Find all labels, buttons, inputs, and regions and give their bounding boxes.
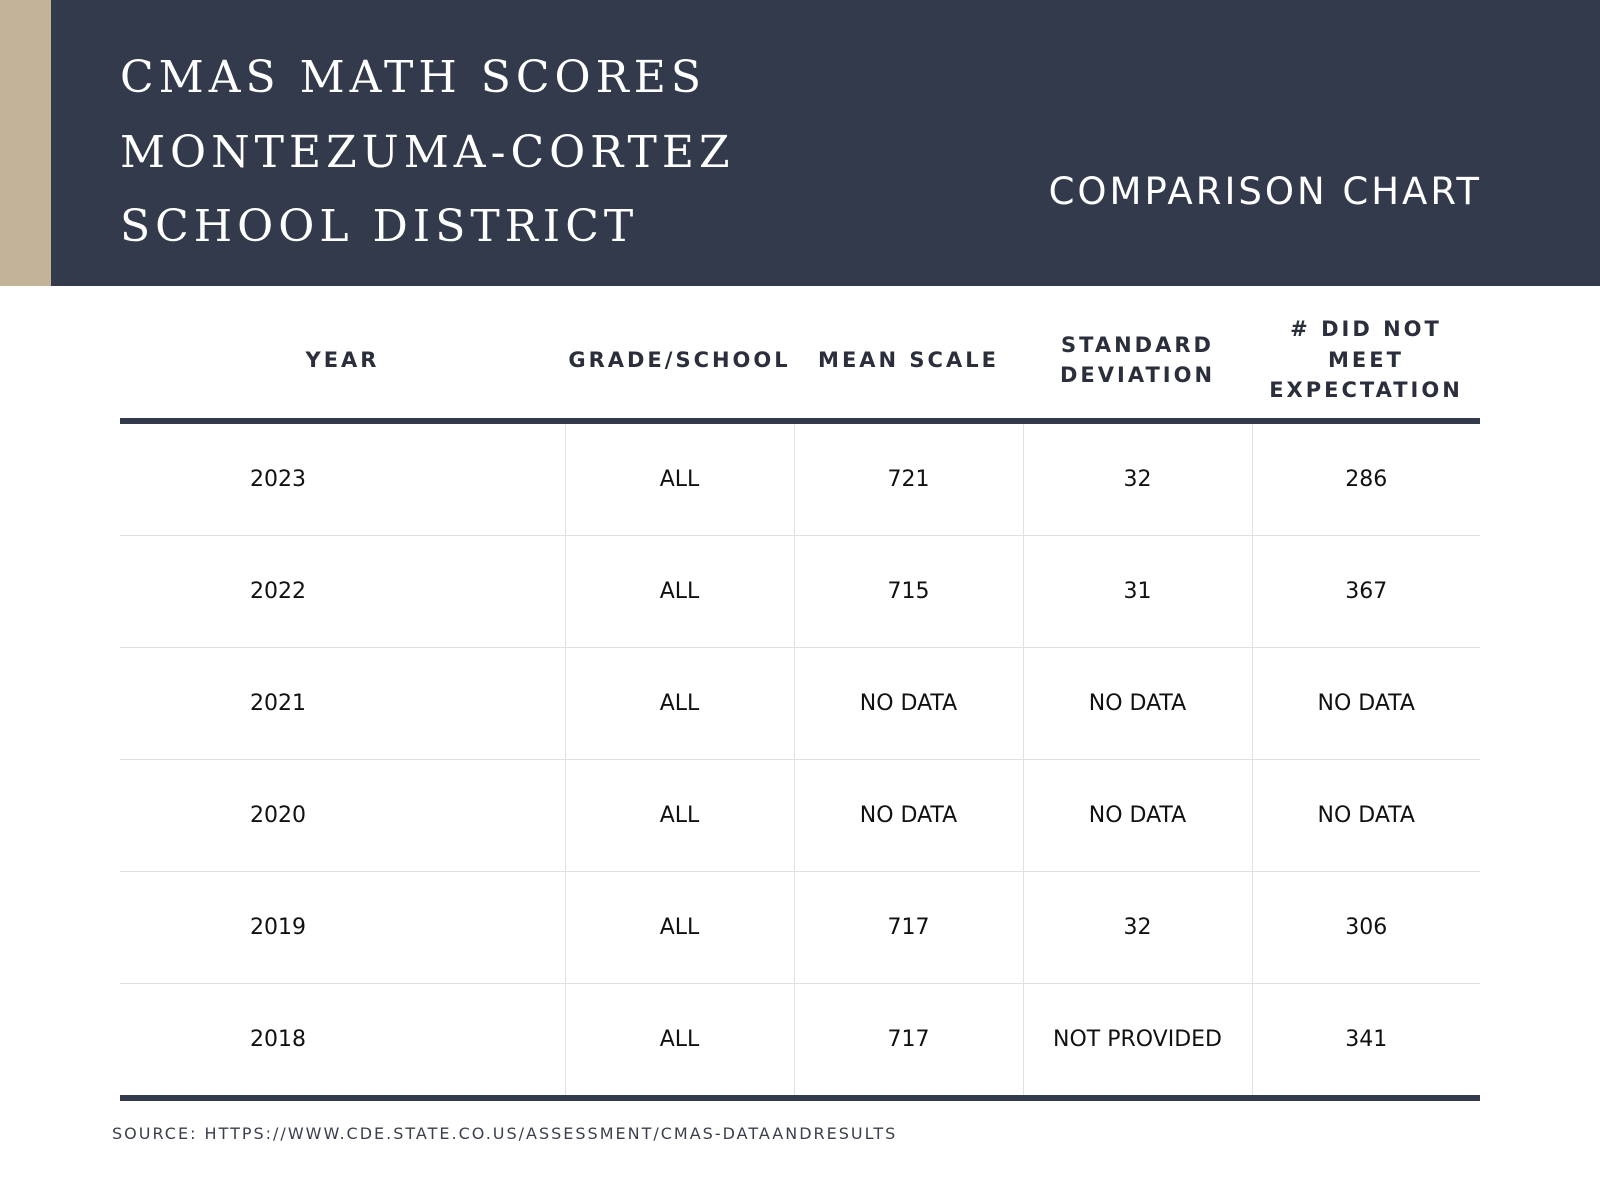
- title-line-2: MONTEZUMA-CORTEZ: [120, 127, 735, 178]
- cell-mean-scale: 715: [794, 536, 1023, 648]
- cell-mean-scale: 721: [794, 421, 1023, 536]
- cell-did-not-meet: 341: [1252, 984, 1480, 1099]
- cell-mean-scale: NO DATA: [794, 648, 1023, 760]
- table-row: [120, 536, 1480, 648]
- accent-bar: [0, 0, 51, 286]
- table-row: [120, 872, 1480, 984]
- title-line-3: SCHOOL DISTRICT: [120, 201, 639, 252]
- cell-did-not-meet: NO DATA: [1252, 648, 1480, 760]
- table-row: [120, 984, 1480, 1099]
- cell-mean-scale: 717: [794, 872, 1023, 984]
- column-header-year: YEAR: [120, 310, 565, 421]
- column-header-grade: GRADE/SCHOOL: [565, 310, 794, 421]
- table-row: [120, 648, 1480, 760]
- cell-year: 2022: [120, 536, 565, 648]
- cell-did-not-meet: NO DATA: [1252, 760, 1480, 872]
- cell-standard-deviation: NOT PROVIDED: [1023, 984, 1252, 1099]
- cell-year: 2018: [120, 984, 565, 1099]
- cell-grade: ALL: [565, 648, 794, 760]
- source-citation: SOURCE: HTTPS://WWW.CDE.STATE.CO.US/ASSESSMENT/CMAS-DATAANDRESULTS: [112, 1124, 898, 1143]
- table-header-row: [120, 310, 1480, 421]
- cell-year: 2019: [120, 872, 565, 984]
- cell-grade: ALL: [565, 536, 794, 648]
- cell-mean-scale: NO DATA: [794, 760, 1023, 872]
- cell-year: 2023: [120, 421, 565, 536]
- cell-did-not-meet: 306: [1252, 872, 1480, 984]
- cell-year: 2021: [120, 648, 565, 760]
- cell-grade: ALL: [565, 872, 794, 984]
- cell-standard-deviation: NO DATA: [1023, 648, 1252, 760]
- table-row: [120, 421, 1480, 536]
- column-header-did-not-meet: # DID NOT MEET EXPECTATION: [1252, 310, 1480, 421]
- chart-subtitle: COMPARISON CHART: [1048, 170, 1482, 213]
- cell-mean-scale: 717: [794, 984, 1023, 1099]
- cell-grade: ALL: [565, 421, 794, 536]
- cell-standard-deviation: 31: [1023, 536, 1252, 648]
- cell-grade: ALL: [565, 760, 794, 872]
- cell-did-not-meet: 286: [1252, 421, 1480, 536]
- column-header-mean-scale: MEAN SCALE: [794, 310, 1023, 421]
- cell-standard-deviation: 32: [1023, 872, 1252, 984]
- scores-table-container: [120, 310, 1480, 1101]
- cell-did-not-meet: 367: [1252, 536, 1480, 648]
- cell-standard-deviation: 32: [1023, 421, 1252, 536]
- column-header-standard-deviation: STANDARD DEVIATION: [1023, 310, 1252, 421]
- title-line-1: CMAS MATH SCORES: [120, 52, 707, 103]
- cell-grade: ALL: [565, 984, 794, 1099]
- scores-table: [120, 310, 1480, 1101]
- cell-year: 2020: [120, 760, 565, 872]
- cell-standard-deviation: NO DATA: [1023, 760, 1252, 872]
- table-row: [120, 760, 1480, 872]
